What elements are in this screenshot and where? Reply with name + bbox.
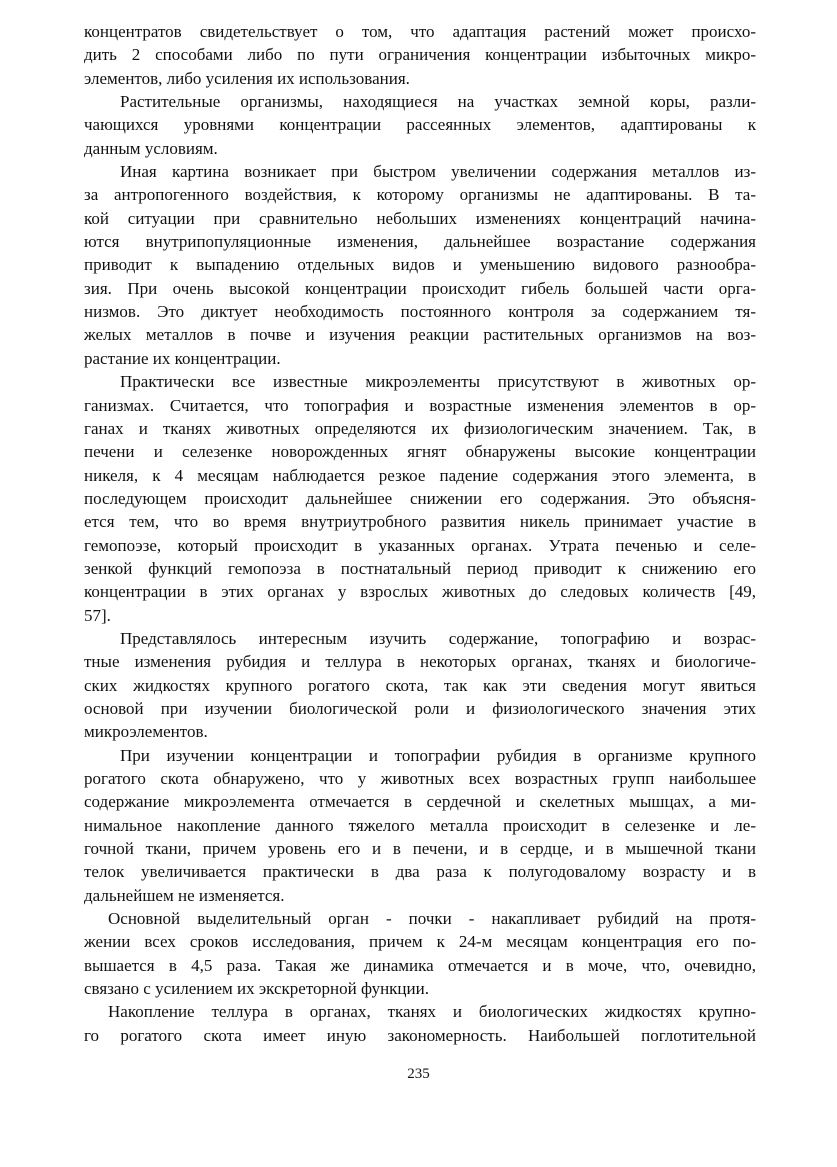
text-line: дить 2 способами либо по пути ограничения концентрации избыточных микро- [84, 45, 756, 65]
text-line: за антропогенного воздействия, к которому организмы не адаптированы. В та- [84, 185, 756, 205]
text-line: печени и селезенке новорожденных ягнят обнаружены высокие концентрации [84, 442, 756, 462]
text-line: Основной выделительный орган - почки - накапливает рубидий на протя- [108, 909, 756, 929]
text-line: связано с усилением их экскреторной функции. [84, 979, 429, 999]
text-line: желых металлов в почве и изучения реакции растительных организмов на воз- [84, 325, 756, 345]
paragraph [84, 744, 756, 907]
text-line: Практически все известные микроэлементы присутствуют в животных ор- [120, 372, 756, 392]
text-line: элементов, либо усиления их использования. [84, 68, 410, 88]
paragraph [84, 90, 756, 160]
text-line: нимальное накопление данного тяжелого металла происходит в селезенке и ле- [84, 815, 756, 835]
text-line: гемопоэзе, который происходит в указанных органах. Утрата печенью и селе- [84, 535, 756, 555]
text-line: последующем происходит дальнейшее снижении его содержания. Это объясня- [84, 488, 756, 508]
text-line: кой ситуации при сравнительно небольших изменениях концентраций начина- [84, 208, 756, 228]
text-line: гочной ткани, причем уровень его и в печени, и в сердце, и в мышечной ткани [84, 839, 756, 859]
text-line: данным условиям. [84, 138, 218, 158]
text-line: зенкой функций гемопоэза в постнатальный период приводит к снижению его [84, 558, 756, 578]
text-line: концентратов свидетельствует о том, что адаптация растений может происхо- [84, 22, 756, 41]
text-line: Накопление теллура в органах, тканях и биологических жидкостях крупно- [108, 1002, 756, 1022]
text-line: зия. При очень высокой концентрации происходит гибель большей части орга- [84, 278, 756, 298]
text-line: го рогатого скота имеет иную закономерность. Наибольшей поглотительной [84, 1025, 756, 1045]
text-line: вышается в 4,5 раза. Такая же динамика отмечается и в моче, что, очевидно, [84, 955, 756, 975]
text-line: низмов. Это диктует необходимость постоянного контроля за содержанием тя- [84, 302, 756, 322]
paragraph [84, 20, 756, 90]
text-line: При изучении концентрации и топографии рубидия в организме крупного [120, 745, 756, 765]
text-line: микроэлементов. [84, 722, 208, 742]
text-line: ется тем, что во время внутриутробного развития никель принимает участие в [84, 512, 756, 532]
text-line: концентрации в этих органах у взрослых животных до следовых количеств [49, [84, 582, 756, 602]
text-line: растание их концентрации. [84, 348, 281, 368]
text-line: ских жидкостях крупного рогатого скота, так как эти сведения могут явиться [84, 675, 756, 695]
paragraph [84, 160, 756, 370]
text-line: жении всех сроков исследования, причем к 24-м месяцам концентрация его по- [84, 932, 756, 952]
text-line: тные изменения рубидия и теллура в некоторых органах, тканях и биологиче- [84, 652, 756, 672]
page-number: 235 [407, 1066, 430, 1082]
text-line: Иная картина возникает при быстром увеличении содержания металлов из- [120, 162, 756, 182]
text-line: ганизмах. Считается, что топография и возрастные изменения элементов в ор- [84, 395, 756, 415]
text-line: рогатого скота обнаружено, что у животных всех возрастных групп наибольшее [84, 769, 756, 788]
paragraph [84, 907, 756, 1000]
text-line: ются внутрипопуляционные изменения, дальнейшее возрастание содержания [84, 232, 756, 252]
text-line: приводит к выпадению отдельных видов и уменьшению видового разнообра- [84, 255, 756, 275]
text-line: ганах и тканях животных определяются их физиологическим значением. Так, в [84, 418, 756, 438]
text-line: основой при изучении биологической роли и физиологического значения этих [84, 698, 756, 718]
text-line: Представлялось интересным изучить содержание, топографию и возрас- [120, 628, 756, 648]
text-line: дальнейшем не изменяется. [84, 885, 285, 905]
text-line: никеля, к 4 месяцам наблюдается резкое падение содержания этого элемента, в [84, 465, 756, 485]
paragraph [84, 627, 756, 744]
document-body [84, 20, 756, 1047]
text-line: телок увеличивается практически в два раза к полугодовалому возрасту и в [84, 862, 756, 882]
text-line: Растительные организмы, находящиеся на участках земной коры, разли- [120, 92, 756, 112]
text-line: 57]. [84, 605, 111, 625]
text-line: чающихся уровнями концентрации рассеянных элементов, адаптированы к [84, 115, 756, 135]
paragraph [84, 370, 756, 627]
paragraph [84, 1000, 756, 1047]
text-line: содержание микроэлемента отмечается в сердечной и скелетных мышцах, а ми- [84, 792, 756, 812]
